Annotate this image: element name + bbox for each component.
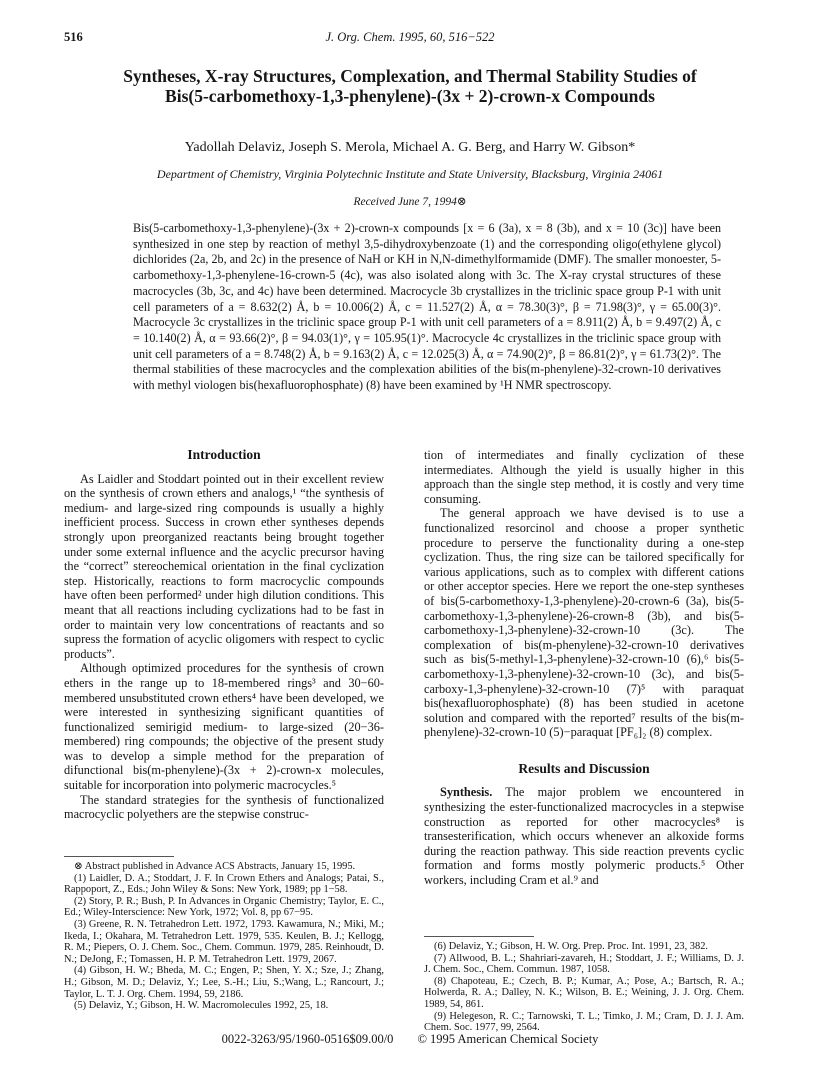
author-list: Yadollah Delaviz, Joseph S. Merola, Michael A. G. Berg, and Harry W. Gibson* (184, 140, 636, 155)
footnote: (3) Greene, R. N. Tetrahedron Lett. 1972, 1793. Kawamura, N.; Miki, M.; Ikeda, I.; Okahara, M. Tetrahedron Lett. 1979, 535. Keulen, B. J.; Kellogg, R. M.; Piepers, O. J. Chem. Soc., Chem. Commun. 1979, 285. Reinhoudt, D. N.; DeJong, F.; Tomassen, H. P. M. Tetrahedron Lett. 1979, 2067. (64, 918, 384, 965)
page-number: 516 (64, 30, 83, 44)
footnotes-right (424, 936, 744, 1034)
paragraph: As Laidler and Stoddart pointed out in their excellent review on the synthesis of crown ethers and analogs,¹ “the synthesis of medium- and large-sized ring compounds is usually a highly inefficient process. Success in crown ether syntheses depends strongly upon preorganized reactants being brought together under some external influence and the acyclic precursor having the “correct” stereochemical orientation in the final cyclization step. Historically, reactions to form macrocyclic compounds have often been performed² under high dilution conditions. This meant that all reactions including cyclizations had to be fast in order to maintain very low concentrations of reactants and so supress the formation of acyclic oligomers with respect to cyclic products”. (64, 471, 384, 661)
footnote-rule (424, 936, 534, 937)
copyright-notice: © 1995 American Chemical Society (417, 1032, 599, 1046)
paragraph: The standard strategies for the synthesis of functionalized macrocyclic polyethers are the stepwise construc- (64, 792, 384, 822)
footnote-rule (64, 856, 174, 857)
page-footer (0, 1032, 820, 1047)
footnote: (1) Laidler, D. A.; Stoddart, J. F. In Crown Ethers and Analogs; Patai, S., Rappoport, Z., Eds.; John Wiley & Sons: New York, 1989; pp 1−58. (64, 872, 384, 896)
paragraph: The general approach we have devised is to use a functionalized resorcinol and choose a proper synthetic procedure to perserve the functionality during a one-step cyclization. Thus, the ring size can be tailored specifically for various applications, such as to complex with different cations or other acceptor species. Here we report the one-step syntheses of bis(5-carbomethoxy-1,3-phenylene)-20-crown-6 (3a), bis(5-carbomethoxy-1,3-phenylene)-26-crown-8 (3b), and bis(5-carbomethoxy-1,3-phenylene)-32-crown-10 (3c). The complexation of bis(m-phenylene)-32-crown-10 derivatives such as bis(5-methyl-1,3-phenylene)-32-crown-10 (6),⁶ bis(5-carbomethoxy-1,3-phenylene)-32-crown-10 (3c), and bis(5-carboxy-1,3-phenylene)-32-crown-10 (7)⁵ with paraquat bis(hexafluorophosphate) (8) has been studied in acetone solution and compared with the reported⁷ results of the bis(m-phenylene)-32-crown-10 (5)−paraquat [PF₆]₂ (8) complex. (424, 506, 744, 740)
running-header (64, 30, 756, 48)
footnote: (2) Story, P. R.; Bush, P. In Advances in Organic Chemistry; Taylor, E. C., Ed.; Wiley-Interscience: New York, 1972; Vol. 8, pp 67−95. (64, 895, 384, 919)
section-heading-results: Results and Discussion (518, 760, 650, 776)
runin-heading: Synthesis. (440, 785, 493, 800)
received-date: Received June 7, 1994⊗ (353, 196, 467, 208)
article-title: Syntheses, X-ray Structures, Complexation, and Thermal Stability Studies of Bis(5-carbomethoxy-1,3-phenylene)-(3x + 2)-crown-x Compounds (123, 66, 697, 106)
abstract: Bis(5-carbomethoxy-1,3-phenylene)-(3x + 2)-crown-x compounds [x = 6 (3a), x = 8 (3b), and x = 10 (3c)] have been synthesized in one step by reaction of methyl 3,5-dihydroxybenzoate (1) and the corresponding oligo(ethylene glycol) dichlorides (2a, 2b, and 2c) in the presence of NaH or KH in N,N-dimethylformamide (DMF). The smaller monoester, 5-carbomethoxy-1,3-phenylene-16-crown-5 (4c), was also isolated along with 3c. The X-ray crystal structures of these macrocycles (3b, 3c, and 4c) have been determined. Macrocycle 3b crystallizes in the triclinic space group P-1 with unit cell parameters of a = 8.632(2) Å, b = 10.006(2) Å, c = 11.527(2) Å, α = 78.30(3)°, β = 71.98(3)°, γ = 65.00(3)°. Macrocycle 3c crystallizes in the triclinic space group P-1 with unit cell parameters of a = 8.911(2) Å, b = 9.497(2) Å, c = 10.140(2) Å, α = 93.66(2)°, β = 94.03(1)°, γ = 105.95(1)°. Macrocycle 4c crystallizes in the triclinic space group with unit cell parameters of a = 8.748(2) Å, b = 9.163(2) Å, c = 12.025(3) Å, α = 74.90(2)°, β = 86.81(2)°, γ = 61.73(2)°. The thermal stabilities of these macrocycles and the complexation abilities of the bis(m-phenylene)-32-crown-10 derivatives with methyl viologen bis(hexafluorophosphate) (8) have been examined by ¹H NMR spectroscopy. (133, 221, 721, 393)
paragraph: tion of intermediates and finally cyclization of these intermediates. Although the yield is usually higher in this approach than the single step method, it is costly and very time consuming. (424, 448, 744, 506)
footnote: (6) Delaviz, Y.; Gibson, H. W. Org. Prep. Proc. Int. 1991, 23, 382. (434, 941, 708, 952)
footnotes-left (64, 856, 384, 1012)
paragraph: Although optimized procedures for the synthesis of crown ethers in the range up to 18-membered rings³ and 30−60-membered unsubstituted crown ethers⁴ have been developed, we were interested in synthesizing significant quantities of functionalized semirigid medium- to large-sized (20−36-membered) ring compounds; the objective of the present study was to develop a simple method for the preparation of difunctional bis(m-phenylene)-(3x + 2)-crown-x molecules, suitable for incorporation into polymeric macrocycles.⁵ (64, 661, 384, 793)
affiliation: Department of Chemistry, Virginia Polytechnic Institute and State University, Blacksburg, Virginia 24061 (156, 167, 664, 181)
footnote: (4) Gibson, H. W.; Bheda, M. C.; Engen, P.; Shen, Y. X.; Sze, J.; Zhang, H.; Gibson, M. D.; Delaviz, Y.; Lee, S.-H.; Liu, S.;Wang, L.; Rancourt, J.; Taylor, L. T. J. Org. Chem. 1994, 59, 2186. (64, 965, 384, 1000)
footnote: (9) Helegeson, R. C.; Tarnowski, T. L.; Timko, J. M.; Cram, D. J. J. Am. Chem. Soc. 1977, 99, 2564. (424, 1010, 744, 1034)
right-column (424, 448, 744, 888)
left-column (64, 448, 384, 822)
synthesis-text: The major problem we encountered in synthesizing the ester-functionalized macrocycles in a stepwise construction as reported for other macrocycles⁸ is transesterification, which occurs whenever an alkoxide forms during the reaction pathway. This side reaction prevents cyclic formation and forms mostly polymeric products.⁵ Other workers, including Cram et al.⁹ and (424, 785, 745, 888)
footnote: (5) Delaviz, Y.; Gibson, H. W. Macromolecules 1992, 25, 18. (74, 1000, 329, 1012)
section-heading-introduction: Introduction (187, 447, 261, 462)
footnote: (8) Chapoteau, E.; Czech, B. P.; Kumar, A.; Pose, A.; Bartsch, R. A.; Holwerda, R. A.; Dalley, N. K.; Wilson, B. E.; Weining, J. J. Org. Chem. 1989, 54, 861. (424, 975, 744, 1010)
footnote: (7) Allwood, B. L.; Shahriari-zavareh, H.; Stoddart, J. F.; Williams, D. J. J. Chem. Soc., Chem. Commun. 1987, 1058. (424, 952, 744, 976)
footnote: ⊗ Abstract published in Advance ACS Abstracts, January 15, 1995. (74, 861, 356, 872)
article-code: 0022-3263/95/1960-0516$09.00/0 (221, 1032, 394, 1046)
journal-citation: J. Org. Chem. 1995, 60, 516−522 (325, 30, 495, 44)
paragraph-synthesis (424, 785, 744, 887)
